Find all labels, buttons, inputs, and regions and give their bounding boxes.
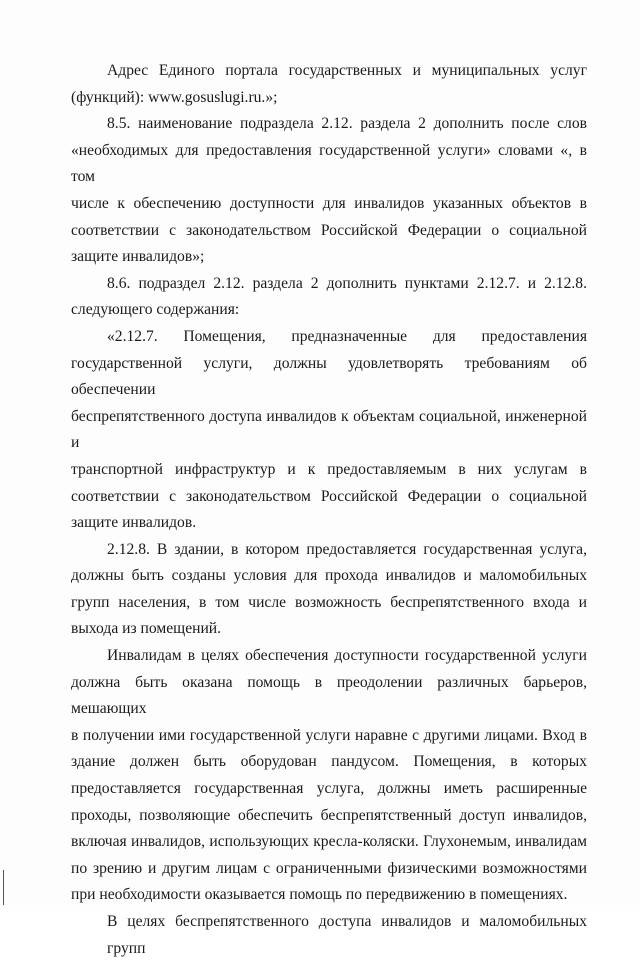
- text-line: Инвалидам в целях обеспечения доступности государственной услуги: [107, 647, 587, 665]
- text-line: в получении ими государственной услуги наравне с другими лицами. Вход в: [71, 726, 587, 744]
- text-line: должны быть созданы условия для прохода инвалидов и маломобильных: [71, 567, 587, 585]
- text-line: защите инвалидов.: [71, 514, 197, 532]
- text-line: при необходимости оказывается помощь по передвижению в помещениях.: [71, 886, 568, 904]
- text-line: групп населения, в том числе возможность беспрепятственного входа и: [71, 593, 587, 611]
- text-line: должна быть оказана помощь в преодолении различных барьеров, мешающих: [71, 673, 587, 718]
- paragraph-8-5: [71, 111, 587, 271]
- text-line: Адрес Единого портала государственных и муниципальных услуг: [107, 62, 587, 79]
- text-line: предоставляется государственная услуга, должны иметь расширенные: [71, 780, 587, 798]
- paragraph-2-12-8: [71, 537, 587, 643]
- text-line: В целях беспрепятственного доступа инвалидов и маломобильных групп: [107, 913, 587, 957]
- text-line: здание должен быть оборудован пандусом. Помещения, в которых: [71, 753, 587, 771]
- text-line: соответствии с законодательством Российской Федерации о социальной: [71, 221, 587, 239]
- text-line: следующего содержания:: [71, 301, 240, 319]
- text-line: 8.5. наименование подраздела 2.12. раздела 2 дополнить после слов: [107, 115, 587, 133]
- paragraph-accessibility-continued: [71, 909, 587, 962]
- text-line: (функций): www.gosuslugi.ru.»;: [71, 88, 278, 106]
- text-line: включая инвалидов, использующих кресла-коляски. Глухонемым, инвалидам: [71, 833, 587, 851]
- text-line: «2.12.7. Помещения, предназначенные для предоставления: [107, 327, 587, 345]
- text-line: государственной услуги, должны удовлетворять требованиям об обеспечении: [71, 354, 587, 399]
- text-line: защите инвалидов»;: [71, 248, 205, 266]
- paragraph-8-6: [71, 271, 587, 324]
- text-line: 8.6. подраздел 2.12. раздела 2 дополнить пунктами 2.12.7. и 2.12.8.: [107, 274, 587, 292]
- text-line: выхода из помещений.: [71, 620, 222, 638]
- text-line: транспортной инфраструктур и к предоставляемым в них услугам в: [71, 460, 587, 478]
- text-line: «необходимых для предоставления государственной услуги» словами «, в том: [71, 141, 587, 186]
- text-line: по зрению и другим лицам с ограниченными физическими возможностями: [71, 859, 587, 877]
- text-line: соответствии с законодательством Российской Федерации о социальной: [71, 487, 587, 505]
- text-line: беспрепятственного доступа инвалидов к объектам социальной, инженерной и: [71, 407, 587, 452]
- paragraph-assistance: [71, 643, 587, 909]
- scan-edge-line: [3, 870, 4, 905]
- text-line: числе к обеспечению доступности для инвалидов указанных объектов в: [71, 194, 587, 212]
- text-line: проходы, позволяющие обеспечить беспрепятственный доступ инвалидов,: [71, 806, 587, 824]
- paragraph-2-12-7: [71, 324, 587, 537]
- document-body: [71, 58, 587, 962]
- text-line: 2.12.8. В здании, в котором предоставляется государственная услуга,: [107, 540, 587, 558]
- paragraph-portal-address: [71, 58, 587, 111]
